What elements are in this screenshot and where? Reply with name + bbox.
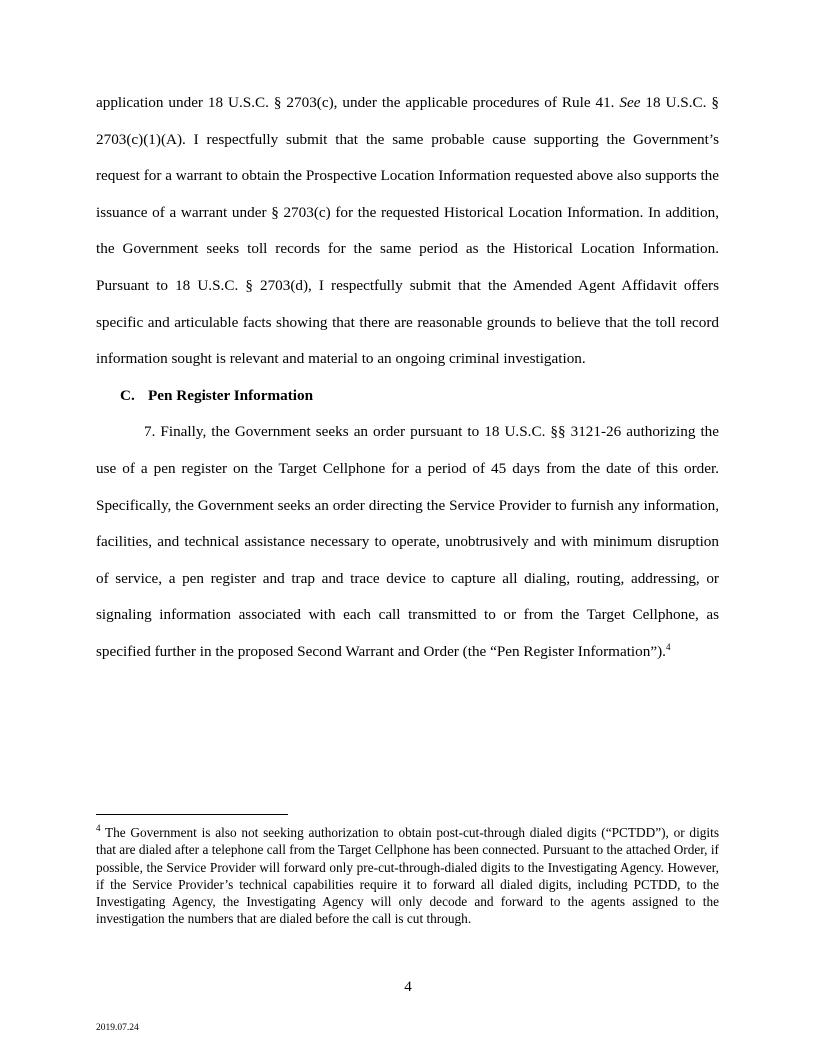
- document-date: 2019.07.24: [96, 1023, 139, 1033]
- document-body: [96, 85, 719, 671]
- paragraph-continued: [96, 85, 719, 378]
- section-title: Pen Register Information: [148, 386, 314, 404]
- section-letter: C.: [120, 386, 135, 404]
- footnote-reference[interactable]: 4: [665, 641, 671, 652]
- paragraph-text: 18 U.S.C. § 2703(c)(1)(A). I respectfully submit that the same probable cause supporting the Government’s request for a warrant to obtain the Prospective Location Information requested above also supports the issuance of a warrant under § 2703(c) for the requested Historical Location Information. In addition, the Government seeks toll records for the same period as the Historical Location Information. Pursuant to 18 U.S.C. § 2703(d), I respectfully submit that the Amended Agent Affidavit offers specific and articulable facts showing that there are reasonable grounds to believe that the toll record information sought is relevant and material to an ongoing criminal investigation.: [96, 94, 719, 368]
- page-number: 4: [404, 978, 412, 995]
- footnote: [96, 824, 719, 928]
- footnote-separator: [96, 814, 288, 815]
- paragraph-text: 7. Finally, the Government seeks an order pursuant to 18 U.S.C. §§ 3121-26 authorizing the use of a pen register on the Target Cellphone for a period of 45 days from the date of this order. Specifically, the Government seeks an order directing the Service Provider to furnish any information, facilities, and technical assistance necessary to operate, unobtrusively and with minimum disruption of service, a pen register and trap and trace device to capture all dialing, routing, addressing, or signaling information associated with each call transmitted to or from the Target Cellphone, as specified further in the proposed Second Warrant and Order (the “Pen Register Information”).: [96, 423, 719, 660]
- paragraph-7: [96, 414, 719, 670]
- footnote-text: The Government is also not seeking authorization to obtain post-cut-through dialed digits (“PCTDD”), or digits that are dialed after a telephone call from the Target Cellphone has been connected. Pursuant to the attached Order, if possible, the Service Provider will forward only pre-cut-through-dialed digits to the Investigating Agency. However, if the Service Provider’s technical capabilities require it to forward all dialed digits, including PCTDD, to the Investigating Agency, the Investigating Agency will only decode and forward to the agents assigned to the investigation the numbers that are dialed before the call is cut through.: [96, 825, 719, 927]
- footnote-marker: 4: [96, 823, 101, 833]
- section-heading: [96, 378, 719, 415]
- paragraph-text: application under 18 U.S.C. § 2703(c), under the applicable procedures of Rule 41.: [96, 94, 620, 111]
- citation-signal: See: [619, 94, 641, 111]
